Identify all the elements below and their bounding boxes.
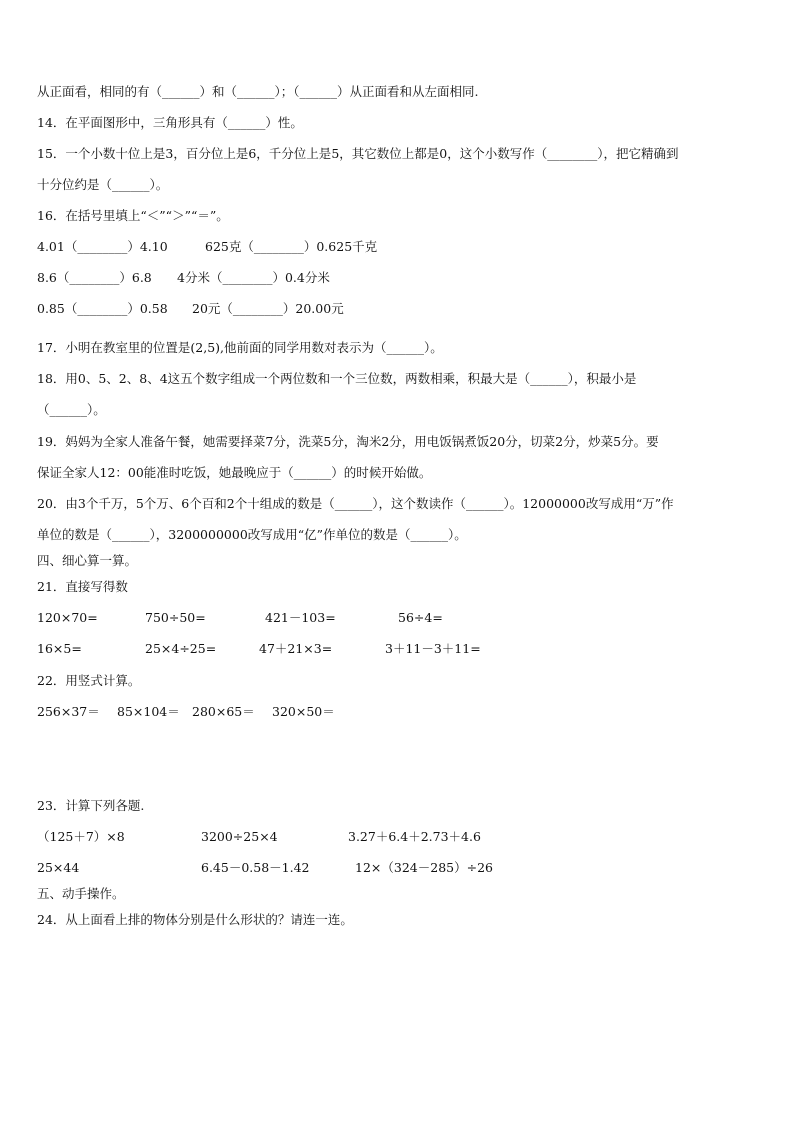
question-20-line-1: 20．由3个千万，5个万、6个百和2个十组成的数是（______），这个数读作（______）。12000000改写成用“万”作	[37, 496, 674, 511]
calc-item: （125＋7）×8	[37, 829, 125, 844]
vertical-calc-item: 85×104＝	[117, 704, 180, 719]
oral-calc-item: 25×4÷25=	[145, 641, 217, 656]
question-19-line-1: 19．妈妈为全家人准备午餐，她需要择菜7分，洗菜5分，淘米2分，用电饭锅煮饭20分，切菜2分，炒菜5分。要	[37, 434, 659, 449]
vertical-calc-item: 256×37＝	[37, 704, 100, 719]
compare-item: 0.85（________）0.58	[37, 301, 168, 316]
calc-item: 3200÷25×4	[201, 829, 278, 844]
question-20-line-2: 单位的数是（______），3200000000改写成用“亿”作单位的数是（______）。	[37, 527, 467, 542]
oral-calc-item: 56÷4=	[398, 610, 443, 625]
oral-calc-item: 3＋11－3＋11=	[385, 641, 481, 656]
vertical-calc-item: 280×65＝	[192, 704, 255, 719]
calc-item: 6.45－0.58－1.42	[201, 860, 310, 875]
section-4-heading: 四、细心算一算。	[37, 553, 138, 568]
question-22-title: 22．用竖式计算。	[37, 673, 141, 688]
oral-calc-item: 16×5=	[37, 641, 82, 656]
compare-item: 4分米（________）0.4分米	[177, 270, 330, 285]
calc-item: 25×44	[37, 860, 80, 875]
question-24: 24．从上面看上排的物体分别是什么形状的？请连一连。	[37, 912, 353, 927]
calc-item: 3.27＋6.4＋2.73＋4.6	[348, 829, 481, 844]
question-18-line-2: （______）。	[37, 402, 106, 417]
compare-item: 20元（________）20.00元	[192, 301, 344, 316]
question-14: 14．在平面图形中，三角形具有（______）性。	[37, 115, 303, 130]
question-15-line-2: 十分位约是（______）。	[37, 177, 169, 192]
question-23-title: 23．计算下列各题.	[37, 798, 145, 813]
question-16-title: 16．在括号里填上“＜”“＞”“＝”。	[37, 208, 229, 223]
oral-calc-item: 120×70=	[37, 610, 98, 625]
question-19-line-2: 保证全家人12：00能准时吃饭，她最晚应于（______）的时候开始做。	[37, 465, 432, 480]
compare-item: 8.6（________）6.8	[37, 270, 152, 285]
question-21-title: 21．直接写得数	[37, 579, 128, 594]
section-5-heading: 五、动手操作。	[37, 886, 125, 901]
question-15-line-1: 15．一个小数十位上是3，百分位上是6，千分位上是5，其它数位上都是0，这个小数写作（________），把它精确到	[37, 146, 679, 161]
oral-calc-item: 750÷50=	[145, 610, 206, 625]
compare-item: 625克（________）0.625千克	[205, 239, 378, 254]
calc-item: 12×（324－285）÷26	[355, 860, 493, 875]
vertical-calc-item: 320×50＝	[272, 704, 335, 719]
question-13-continuation: 从正面看，相同的有（______）和（______）；（______）从正面看和从左面相同.	[37, 84, 479, 99]
compare-item: 4.01（________）4.10	[37, 239, 168, 254]
question-18-line-1: 18．用0、5、2、8、4这五个数字组成一个两位数和一个三位数，两数相乘，积最大是（______），积最小是	[37, 371, 637, 386]
question-17: 17．小明在教室里的位置是(2,5),他前面的同学用数对表示为（______）。	[37, 340, 443, 355]
oral-calc-item: 47＋21×3=	[259, 641, 333, 656]
oral-calc-item: 421－103=	[265, 610, 336, 625]
